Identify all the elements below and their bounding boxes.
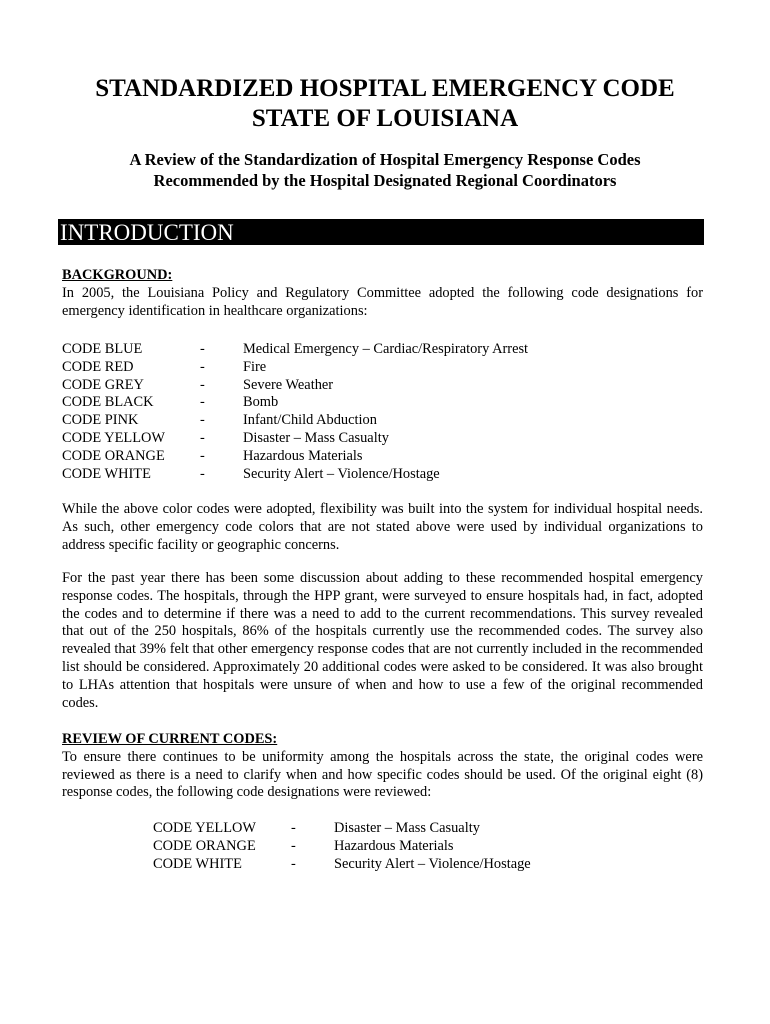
background-section bbox=[62, 267, 703, 320]
section-heading-introduction: INTRODUCTION bbox=[58, 219, 704, 245]
code-dash: - bbox=[291, 855, 296, 872]
code-name: CODE RED bbox=[62, 358, 134, 375]
code-name: CODE GREY bbox=[62, 376, 144, 393]
code-dash: - bbox=[200, 341, 205, 357]
code-name: CODE ORANGE bbox=[62, 447, 165, 464]
review-intro: To ensure there continues to be uniformity among the hospitals across the state, the original codes were reviewed as there is a need to clarify when and how specific codes should be used. Of the original eight (8) response codes, the following code designations were reviewed: bbox=[62, 748, 703, 801]
code-row bbox=[62, 341, 528, 359]
code-dash: - bbox=[200, 465, 205, 482]
code-description: Infant/Child Abduction bbox=[243, 412, 377, 429]
code-description: Disaster – Mass Casualty bbox=[334, 820, 480, 836]
code-row bbox=[62, 394, 528, 412]
background-intro: In 2005, the Louisiana Policy and Regulatory Committee adopted the following code designations for emergency identification in healthcare organizations: bbox=[62, 284, 703, 319]
code-row bbox=[62, 430, 528, 448]
code-name: CODE BLUE bbox=[62, 341, 143, 357]
code-row bbox=[62, 359, 528, 377]
review-heading: REVIEW OF CURRENT CODES: bbox=[62, 731, 278, 747]
code-description: Hazardous Materials bbox=[334, 837, 454, 854]
code-row bbox=[62, 412, 528, 430]
subtitle-line: Recommended by the Hospital Designated Regional Coordinators bbox=[153, 171, 617, 190]
reviewed-code-list bbox=[153, 820, 531, 873]
code-row bbox=[153, 856, 531, 874]
code-description: Severe Weather bbox=[243, 376, 334, 393]
code-dash: - bbox=[200, 358, 205, 375]
code-name: CODE ORANGE bbox=[153, 837, 256, 854]
paragraph-flexibility: While the above color codes were adopted, flexibility was built into the system for individual hospital needs. As such, other emergency code colors that are not stated above were used by individual organizations to address specific facility or geographic concerns. bbox=[62, 501, 703, 553]
code-list bbox=[62, 341, 528, 483]
document-subtitle bbox=[0, 149, 770, 191]
code-dash: - bbox=[200, 412, 205, 429]
code-description: Fire bbox=[243, 358, 267, 375]
code-name: CODE PINK bbox=[62, 412, 139, 429]
code-row bbox=[153, 838, 531, 856]
code-name: CODE YELLOW bbox=[153, 820, 256, 836]
background-heading: BACKGROUND: bbox=[62, 267, 173, 283]
code-dash: - bbox=[291, 820, 296, 836]
code-description: Hazardous Materials bbox=[243, 447, 363, 464]
code-row bbox=[62, 466, 528, 484]
code-dash: - bbox=[200, 394, 205, 411]
code-name: CODE WHITE bbox=[153, 855, 242, 872]
code-dash: - bbox=[291, 837, 296, 854]
code-description: Security Alert – Violence/Hostage bbox=[243, 465, 440, 482]
code-description: Medical Emergency – Cardiac/Respiratory Arrest bbox=[243, 341, 529, 357]
title-line: STATE OF LOUISIANA bbox=[251, 105, 519, 132]
code-dash: - bbox=[200, 376, 205, 393]
code-name: CODE BLACK bbox=[62, 394, 154, 411]
code-dash: - bbox=[200, 429, 205, 446]
subtitle-line: A Review of the Standardization of Hospital Emergency Response Codes bbox=[129, 150, 641, 169]
code-dash: - bbox=[200, 447, 205, 464]
document-title bbox=[0, 74, 770, 134]
code-name: CODE YELLOW bbox=[62, 429, 165, 446]
code-description: Disaster – Mass Casualty bbox=[243, 429, 389, 446]
code-row bbox=[62, 448, 528, 466]
code-description: Security Alert – Violence/Hostage bbox=[334, 855, 531, 872]
review-section bbox=[62, 731, 703, 802]
paragraph-survey: For the past year there has been some discussion about adding to these recommended hospital emergency response codes. The hospitals, through the HPP grant, were surveyed to ensure hospitals had, in fact, adopted the codes and to determine if there was a need to add to the current recommendations. This survey revealed that out of the 250 hospitals, 86% of the hospitals currently use the recommended codes. The survey also revealed that 39% felt that other emergency response codes that are not currently included in the recommended list should be considered. Approximately 20 additional codes were asked to be considered. It was also brought to LHAs attention that hospitals were unsure of when and how to use a few of the original recommended codes. bbox=[62, 570, 703, 711]
code-description: Bomb bbox=[243, 394, 279, 411]
code-row bbox=[62, 377, 528, 395]
code-name: CODE WHITE bbox=[62, 465, 151, 482]
code-row bbox=[153, 820, 531, 838]
title-line: STANDARDIZED HOSPITAL EMERGENCY CODE bbox=[95, 75, 675, 102]
